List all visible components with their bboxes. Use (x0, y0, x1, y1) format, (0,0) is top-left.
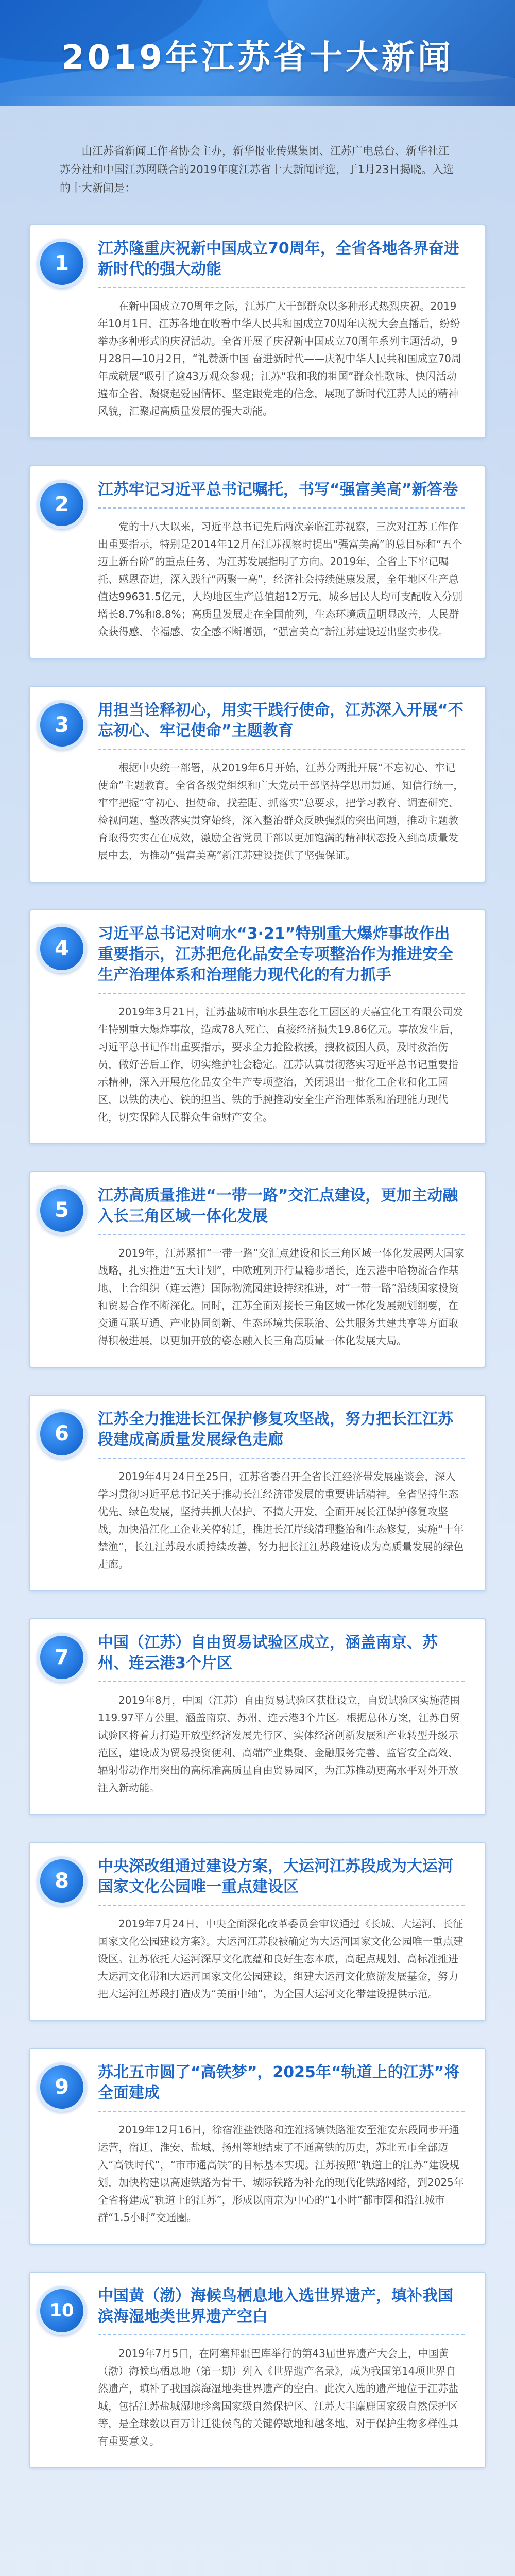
news-body (98, 1003, 465, 1126)
news-paragraph: 2019年12月16日，徐宿淮盐铁路和连淮扬镇铁路淮安至淮安东段同步开通运营，宿迁、淮安、盐城、扬州等地结束了不通高铁的历史，苏北五市全部迈入“高铁时代”，“市市通高铁”的目标基本实现。江苏按照“轨道上的江苏”建设规划，加快构建以高速铁路为骨干、城际铁路为补充的现代化铁路网络，到2025年全省将建成“轨道上的江苏”，形成以南京为中心的“1小时”都市圈和沿江城市群“1.5小时”交通圈。 (98, 2124, 464, 2224)
news-number-badge: 1 (37, 239, 87, 288)
news-body (98, 1244, 465, 1349)
news-number-badge: 6 (37, 1409, 87, 1459)
news-body (98, 518, 465, 640)
news-headline: 习近平总书记对响水“3·21”特别重大爆炸事故作出重要指示，江苏把危化品安全专项整治作为推进安全生产治理体系和治理能力现代化的有力抓手 (98, 924, 465, 994)
news-body (98, 2345, 465, 2450)
news-card (29, 1618, 486, 1815)
news-number-badge: 10 (37, 2286, 87, 2335)
news-paragraph: 党的十八大以来，习近平总书记先后两次亲临江苏视察，三次对江苏工作作出重要指示，特别是2014年12月在江苏视察时提出“强富美高”的总目标和“五个迈上新台阶”的重点任务，为江苏发展指明了方向。2019年，全省上下牢记嘱托、感恩奋进，深入践行“两聚一高”，经济社会持续健康发展，全年地区生产总值达99631.5亿元，人均地区生产总值超12万元，城乡居民人均可支配收入分别增长8.7%和8.8%；高质量发展走在全国前列，生态环境质量明显改善，人民群众获得感、幸福感、安全感不断增强，“强富美高”新江苏建设迈出坚实步伐。 (98, 520, 463, 638)
main-content (0, 142, 515, 2468)
news-number-badge: 2 (37, 480, 87, 529)
news-card (29, 2272, 486, 2468)
news-paragraph: 2019年4月24日至25日，江苏省委召开全省长江经济带发展座谈会，深入学习贯彻习近平总书记关于推动长江经济带发展的重要讲话精神。全省坚持生态优先、绿色发展，坚持共抓大保护、不搞大开发，全面开展长江保护修复攻坚战，加快沿江化工企业关停转迁，推进长江岸线清理整治和生态修复，实施“十年禁渔”，长江江苏段水质持续改善，努力把长江江苏段建设成为高质量发展的绿色走廊。 (98, 1470, 464, 1570)
header-banner (0, 0, 515, 106)
news-card (29, 909, 486, 1144)
news-headline: 中国（江苏）自由贸易试验区成立，涵盖南京、苏州、连云港3个片区 (98, 1633, 465, 1682)
news-card (29, 686, 486, 883)
news-body (98, 1691, 465, 1797)
news-paragraph: 2019年7月24日，中央全面深化改革委员会审议通过《长城、大运河、长征国家文化公园建设方案》。大运河江苏段被确定为大运河国家文化公园唯一重点建设区。江苏依托大运河深厚文化底蕴和良好生态本底，高起点规划、高标准推进大运河文化带和大运河国家文化公园建设，组建大运河文化旅游发展基金，努力把大运河江苏段打造成为“美丽中轴”，为全国大运河文化带建设提供示范。 (98, 1918, 464, 2000)
news-card (29, 224, 486, 438)
news-headline: 苏北五市圆了“高铁梦”，2025年“轨道上的江苏”将全面建成 (98, 2062, 465, 2112)
news-headline: 用担当诠释初心，用实干践行使命，江苏深入开展“不忘初心、牢记使命”主题教育 (98, 700, 465, 750)
news-headline: 中国黄（渤）海候鸟栖息地入选世界遗产，填补我国滨海湿地类世界遗产空白 (98, 2286, 465, 2335)
news-headline: 江苏隆重庆祝新中国成立70周年，全省各地各界奋进新时代的强大动能 (98, 239, 465, 288)
news-paragraph: 2019年，江苏紧扣“一带一路”交汇点建设和长三角区域一体化发展两大国家战略，扎实推进“五大计划”，中欧班列开行量稳步增长，连云港中哈物流合作基地、上合组织（连云港）国际物流园建设持续推进，对“一带一路”沿线国家投资和贸易合作不断深化。同时，江苏全面对接长三角区域一体化发展规划纲要，在交通互联互通、产业协同创新、生态环境共保联治、公共服务共建共享等方面取得积极进展，以更加开放的姿态融入长三角高质量一体化发展大局。 (98, 1247, 465, 1347)
news-paragraph: 2019年8月，中国（江苏）自由贸易试验区获批设立，自贸试验区实施范围119.97平方公里，涵盖南京、苏州、连云港3个片区。根据总体方案，江苏自贸试验区将着力打造开放型经济发展先行区、实体经济创新发展和产业转型升级示范区，建设成为贸易投资便利、高端产业集聚、金融服务完善、监管安全高效、辐射带动作用突出的高标准高质量自由贸易园区，为江苏推动更高水平对外开放注入新动能。 (98, 1694, 460, 1794)
news-body (98, 759, 465, 864)
news-card (29, 2048, 486, 2245)
news-paragraph: 2019年7月5日，在阿塞拜疆巴库举行的第43届世界遗产大会上，中国黄（渤）海候鸟栖息地（第一期）列入《世界遗产名录》，成为我国第14项世界自然遗产，填补了我国滨海湿地类世界遗产的空白。此次入选的遗产地位于江苏盐城，包括江苏盐城湿地珍禽国家级自然保护区、江苏大丰麋鹿国家级自然保护区等，是全球数以百万计迁徙候鸟的关键停歇地和越冬地，对于保护生物多样性具有重要意义。 (98, 2347, 458, 2447)
news-body (98, 2121, 465, 2226)
news-paragraph: 2019年3月21日，江苏盐城市响水县生态化工园区的天嘉宜化工有限公司发生特别重大爆炸事故，造成78人死亡、直接经济损失19.86亿元。事故发生后，习近平总书记作出重要指示，要求全力抢险救援，搜救被困人员，及时救治伤员，做好善后工作，切实维护社会稳定。江苏认真贯彻落实习近平总书记重要指示精神，深入开展危化品安全生产专项整治，关闭退出一批化工企业和化工园区，以铁的决心、铁的担当、铁的手腕推动安全生产治理体系和治理能力现代化，切实保障人民群众生命财产安全。 (98, 1006, 464, 1123)
news-body (98, 1468, 465, 1573)
news-number-badge: 9 (37, 2062, 87, 2112)
news-headline: 江苏全力推进长江保护修复攻坚战，努力把长江江苏段建成高质量发展绿色走廊 (98, 1409, 465, 1459)
news-body (98, 297, 465, 420)
news-paragraph: 在新中国成立70周年之际，江苏广大干部群众以多种形式热烈庆祝。2019年10月1日，江苏各地在收看中华人民共和国成立70周年庆祝大会直播后，纷纷举办多种形式的庆祝活动。全省开展了庆祝新中国成立70周年系列主题活动，9月28日—10月2日，“礼赞新中国 奋进新时代——庆祝中华人民共和国成立70周年成就展”吸引了逾43万观众参观；江苏“我和我的祖国”群众性歌咏、快闪活动遍布全省，凝聚起爱国情怀、坚定跟党走的信念，展现了新时代江苏人民的精神风貌，汇聚起高质量发展的强大动能。 (98, 300, 461, 417)
intro-text: 由江苏省新闻工作者协会主办，新华报业传媒集团、江苏广电总台、新华社江苏分社和中国江苏网联合的2019年度江苏省十大新闻评选，于1月23日揭晓。入选的十大新闻是： (60, 145, 454, 194)
news-number-badge: 8 (37, 1856, 87, 1906)
news-headline: 中央深改组通过建设方案，大运河江苏段成为大运河国家文化公园唯一重点建设区 (98, 1856, 465, 1906)
page-title: 2019年江苏省十大新闻 (61, 39, 454, 77)
news-card (29, 1171, 486, 1368)
news-card (29, 465, 486, 659)
news-paragraph: 根据中央统一部署，从2019年6月开始，江苏分两批开展“不忘初心、牢记使命”主题教育。全省各级党组织和广大党员干部坚持学思用贯通、知信行统一，牢牢把握“守初心、担使命，找差距、抓落实”总要求，把学习教育、调查研究、检视问题、整改落实贯穿始终，深入整治群众反映强烈的突出问题，推动主题教育取得实实在在成效，激励全省党员干部以更加饱满的精神状态投入到高质量发展中去，为推动“强富美高”新江苏建设提供了坚强保证。 (98, 761, 464, 861)
news-card (29, 1395, 486, 1591)
news-card (29, 1842, 486, 2021)
banner-divider (0, 96, 515, 106)
news-list (29, 224, 486, 2468)
news-number-badge: 3 (37, 700, 87, 750)
news-headline: 江苏牢记习近平总书记嘱托，书写“强富美高”新答卷 (98, 480, 465, 509)
news-headline: 江苏高质量推进“一带一路”交汇点建设，更加主动融入长三角区域一体化发展 (98, 1185, 465, 1235)
news-number-badge: 7 (37, 1633, 87, 1682)
news-number-badge: 4 (37, 924, 87, 973)
news-body (98, 1915, 465, 2003)
news-number-badge: 5 (37, 1185, 87, 1235)
